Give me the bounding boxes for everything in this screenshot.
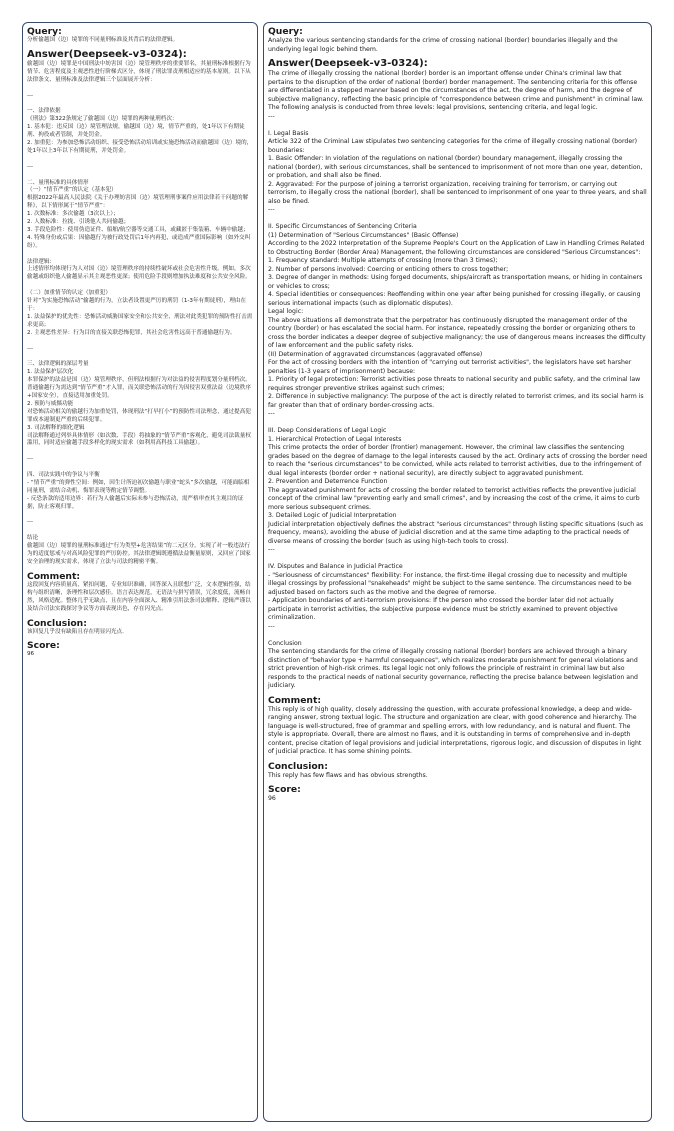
comment-heading: Comment: xyxy=(268,694,322,706)
comment-heading: Comment: xyxy=(27,570,81,582)
answer-heading: Answer(Deepseek-v3-0324): xyxy=(268,58,428,69)
score-value: 96 xyxy=(27,651,35,658)
query-heading: Query: xyxy=(27,26,62,37)
query-text: Analyze the various sentencing standards for the crime of crossing national (border) boundaries illegally and the underlying legal logic behind them. xyxy=(268,37,620,53)
conclusion-text: This reply has few flaws and has obvious strengths. xyxy=(268,771,428,779)
conclusion-heading: Conclusion: xyxy=(27,617,87,629)
conclusion-text: 该回复几乎没有缺陷且存在明显闪光点. xyxy=(27,628,124,635)
comment-text: 这段回复内容质量高，紧扣问题，专业知识准确，回答深入且联想广泛，文本逻辑性强，结构与组织清晰，条理性和层次感佳。语言表达规范，无语法与拼写错误，冗余度低，流畅自然，风格适配。整体几乎无缺点，且在内容全面深入、精准引用法条司法解释、逻辑严谨以及结合司法实践探讨争议等方面表现出色，存在闪光点。 xyxy=(27,581,251,612)
conclusion-heading: Conclusion: xyxy=(268,760,328,772)
query-heading: Query: xyxy=(268,26,303,37)
query-text: 分析偷越国（边）境罪的不同量刑标准及其背后的法律逻辑。 xyxy=(27,37,179,43)
score-value: 96 xyxy=(268,795,276,802)
answer-text: The crime of illegally crossing the national (border) border is an important offense under China's criminal law that pertains to the disruption of the order of national (border) border management. The sentencing criteria for this offense are differentiated in a stepped manner based on the circumstances of the act, the degree of harm, and the degree of subjective malignancy, reflecting the basic principle of "correspondence between crime and punishment" in criminal law. The following analysis is conducted from three levels: legal provisions, sentencing criteria, and legal logic. --- I. Legal Basis Article 322 of the Criminal Law stipulates two sentencing categories for the crime of illegally crossing national (border) boundaries: 1. Basic Offender: In violation of the regulations on national (border) boundary management, illegally crossing the national (border), with serious circumstances, shall be sentenced to imprisonment of not more than one year, detention, or probation, and shall also be fined. 2. Aggravated: For the purpose of joining a terrorist organization, receiving training for terrorism, or carrying out terrorism, to illegally cross the national (border), shall be sentenced to imprisonment of one year to three years, and shall also be fined. --- II. Specific Circumstances of Sentencing Criteria (1) Determination of "Serious Circumstances" (Basic Offense) According to the 2022 Interpretation of the Supreme People's Court on the Application of Law in Handling Crimes Related to Obstructing Border (Border Area) Management, the following circumstances are considered "Serious Circumstances": 1. Frequency standard: Multiple attempts of crossing (more than 3 times); 2. Number of persons involved: Coercing or enticing others to cross together; 3. Degree of danger in methods: Using forged documents, ships/aircraft as transportation means, or hiding in containers or vehicles to cross; 4. Special identities or consequences: Reoffending within one year after being punished for crossing illegally, or causing serious international impacts (such as diplomatic disputes). Legal logic: The above situations all demonstrate that the perpetrator has continuously disrupted the management order of the country (border) or has escalated the social harm. For instance, repeatedly crossing the border or organizing others to cross the border indicates a deeper degree of subjective malignancy; the use of dangerous means increases the difficulty of law enforcement and the public safety risks. (II) Determination of aggravated circumstances (aggravated offense) For the act of crossing borders with the intention of "carrying out terrorist activities", the legislators have set harsher penalties (1-3 years of imprisonment) because: 1. Priority of legal protection: Terrorist activities pose threats to national security and public safety, and the criminal law requires stronger preventive strikes against such crimes; 2. Difference in subjective malignancy: The purpose of the act is directly related to terrorist crimes, and its social harm is far greater than that of ordinary border-crossing acts. --- III. Deep Considerations of Legal Logic 1. Hierarchical Protection of Legal Interests This crime protects the order of border (frontier) management. However, the criminal law classifies the sentencing grades based on the degree of damage to the legal interests caused by the act. Ordinary acts of crossing the border need to reach the "serious circumstances" to be convicted, while acts related to terrorist activities, due to the infringement of dual legal interests (border order + national security), are directly subject to aggravated punishment. 2. Prevention and Deterrence Function The aggravated punishment for acts of crossing the border related to terrorist activities reflects the preventive judicial concept of the criminal law "preventing early and small crimes", and by increasing the cost of the crime, it aims to curb more serious subsequent crimes. 3. Detailed Logic of Judicial Interpretation Judicial interpretation objectively defines the abstract "serious circumstances" through listing specific situations (such as frequency, means), avoiding the abuse of judicial discretion and at the same time adapting to the practical needs of diverse means of crossing the border (such as using high-tech tools to cross). --- IV. Disputes and Balance in Judicial Practice - "Seriousness of circumstances" flexibility: For instance, the first-time illegal crossing due to necessity and multiple illegal crossings by professional "snakeheads" might be subject to the same sentence. The circumstances need to be adjusted based on factors such as the motive and the degree of remorse. - Application boundaries of anti-terrorism provisions: If the person who crossed the border later did not actually participate in terrorist activities, the subjective purpose evidence must be strictly examined to prevent objective criminalization. --- Conclusion The sentencing standards for the crime of illegally crossing national (border) borders are achieved through a binary distinction of "behavior type + harmful consequences", which realizes moderate punishment for general violations and strict prevention of high-risk crimes. Its legal logic not only follows the principle of restraint in criminal law but also responds to the practical needs of national security governance, reflecting the precise balance between legislation and judiciary. xyxy=(268,70,648,689)
answer-heading: Answer(Deepseek-v3-0324): xyxy=(27,48,187,60)
english-evaluation-panel xyxy=(263,22,652,1122)
comment-text: This reply is of high quality, closely addressing the question, with accurate professional knowledge, a deep and wide-ranging answer, strong textual logic. The structure and organization are clear, with good coherence and hierarchy. The language is well-structured, free of grammar and spelling errors, with low redundancy, and is natural and fluent. The style is appropriate. Overall, there are almost no flaws, and it is outstanding in terms of comprehensive and in-depth content, precise citation of legal provisions and judicial interpretations, rigorous logic, and discussion of disputes in light of judicial practice. It has some shining points. xyxy=(268,705,644,755)
chinese-evaluation-panel xyxy=(22,22,258,1122)
score-heading: Score: xyxy=(268,784,301,795)
answer-text: 偷越国（边）境罪是中国刑法中妨害国（边）境管理秩序的重要罪名，其量刑标准根据行为情节、危害程度及主观恶性进行阶梯式区分，体现了刑法罪责刑相适应的基本原则。以下从法律条文、量刑标准及法律逻辑三个层面展开分析： --- 一、法律依据 《刑法》第322条规定了偷越国（边）境罪的两种量刑档次： 1. 基本犯：违反国（边）境管理法规，偷越国（边）境，情节严重的，处1年以下有期徒刑、拘役或者管制，并处罚金。 2. 加重犯：为参加恐怖活动组织、接受恐怖活动培训或实施恐怖活动而偷越国（边）境的，处1年以上3年以下有期徒刑，并处罚金。 --- 二、量刑标准的具体情形 （一）“情节严重”的认定（基本犯） 根据2022年最高人民法院《关于办理妨害国（边）境管理刑事案件应用法律若干问题的解释》，以下情形属于“情节严重”： 1. 次数标准：多次偷越（3次以上）； 2. 人数标准：拉拢、引诱他人共同偷越； 3. 手段危险性：使用伪造证件、船舶/航空器等交通工具，或藏匿于集装箱、车辆中偷越； 4. 特殊身份或后果：因偷越行为被行政处罚后1年内再犯，或造成严重国际影响（如外交纠纷）。 法律逻辑： 上述情形均体现行为人对国（边）境管理秩序的持续性破坏或社会危害性升级。例如，多次偷越或组织他人偷越显示其主观恶性更深；使用危险手段则增加执法难度和公共安全风险。 （二）加重情节的认定（加重犯） 针对“为实施恐怖活动”偷越的行为，立法者设置更严厉的刑罚（1-3年有期徒刑），理由在于： 1. 法益保护的优先性：恐怖活动威胁国家安全和公共安全，刑法对此类犯罪的预防性打击需求更高； 2. 主观恶性差异：行为目的直接关联恐怖犯罪，其社会危害性远高于普通偷越行为。 --- 三、法律逻辑的深层考量 1. 法益保护层次化 本罪保护的法益是国（边）境管理秩序，但刑法根据行为对法益的侵害程度划分量刑档次。普通偷越行为需达到“情节严重”才入罪，而关联恐怖活动的行为因侵害双重法益（边境秩序+国家安全），直接适用加重处罚。 2. 预防与威慑功能 对恐怖活动相关的偷越行为加重处罚，体现刑法“打早打小”的预防性司法理念，通过提高犯罪成本遏制更严重的后续犯罪。 3. 司法解释的细化逻辑 司法解释通过列举具体情形（如次数、手段）将抽象的“情节严重”客观化，避免司法裁量权滥用，同时适应偷越手段多样化的现实需求（如利用高科技工具偷越）。 --- 四、司法实践中的争议与平衡 - “情节严重”的弹性空间：例如，因生计所迫初次偷越与职业“蛇头”多次偷越，可能面临相同量刑，需结合动机、悔罪表现等酌定情节调整。 - 反恐条款的适用边界：若行为人偷越后实际未参与恐怖活动，需严格审查其主观目的证据，防止客观归罪。 --- 结论 偷越国（边）境罪的量刑标准通过“行为类型+危害结果”的二元区分，实现了对一般违法行为的适度惩戒与对高风险犯罪的严厉防控。其法律逻辑既遵循法益衡量原则，又回应了国家安全治理的现实需求，体现了立法与司法的精密平衡。 xyxy=(27,60,253,565)
score-heading: Score: xyxy=(27,640,60,652)
